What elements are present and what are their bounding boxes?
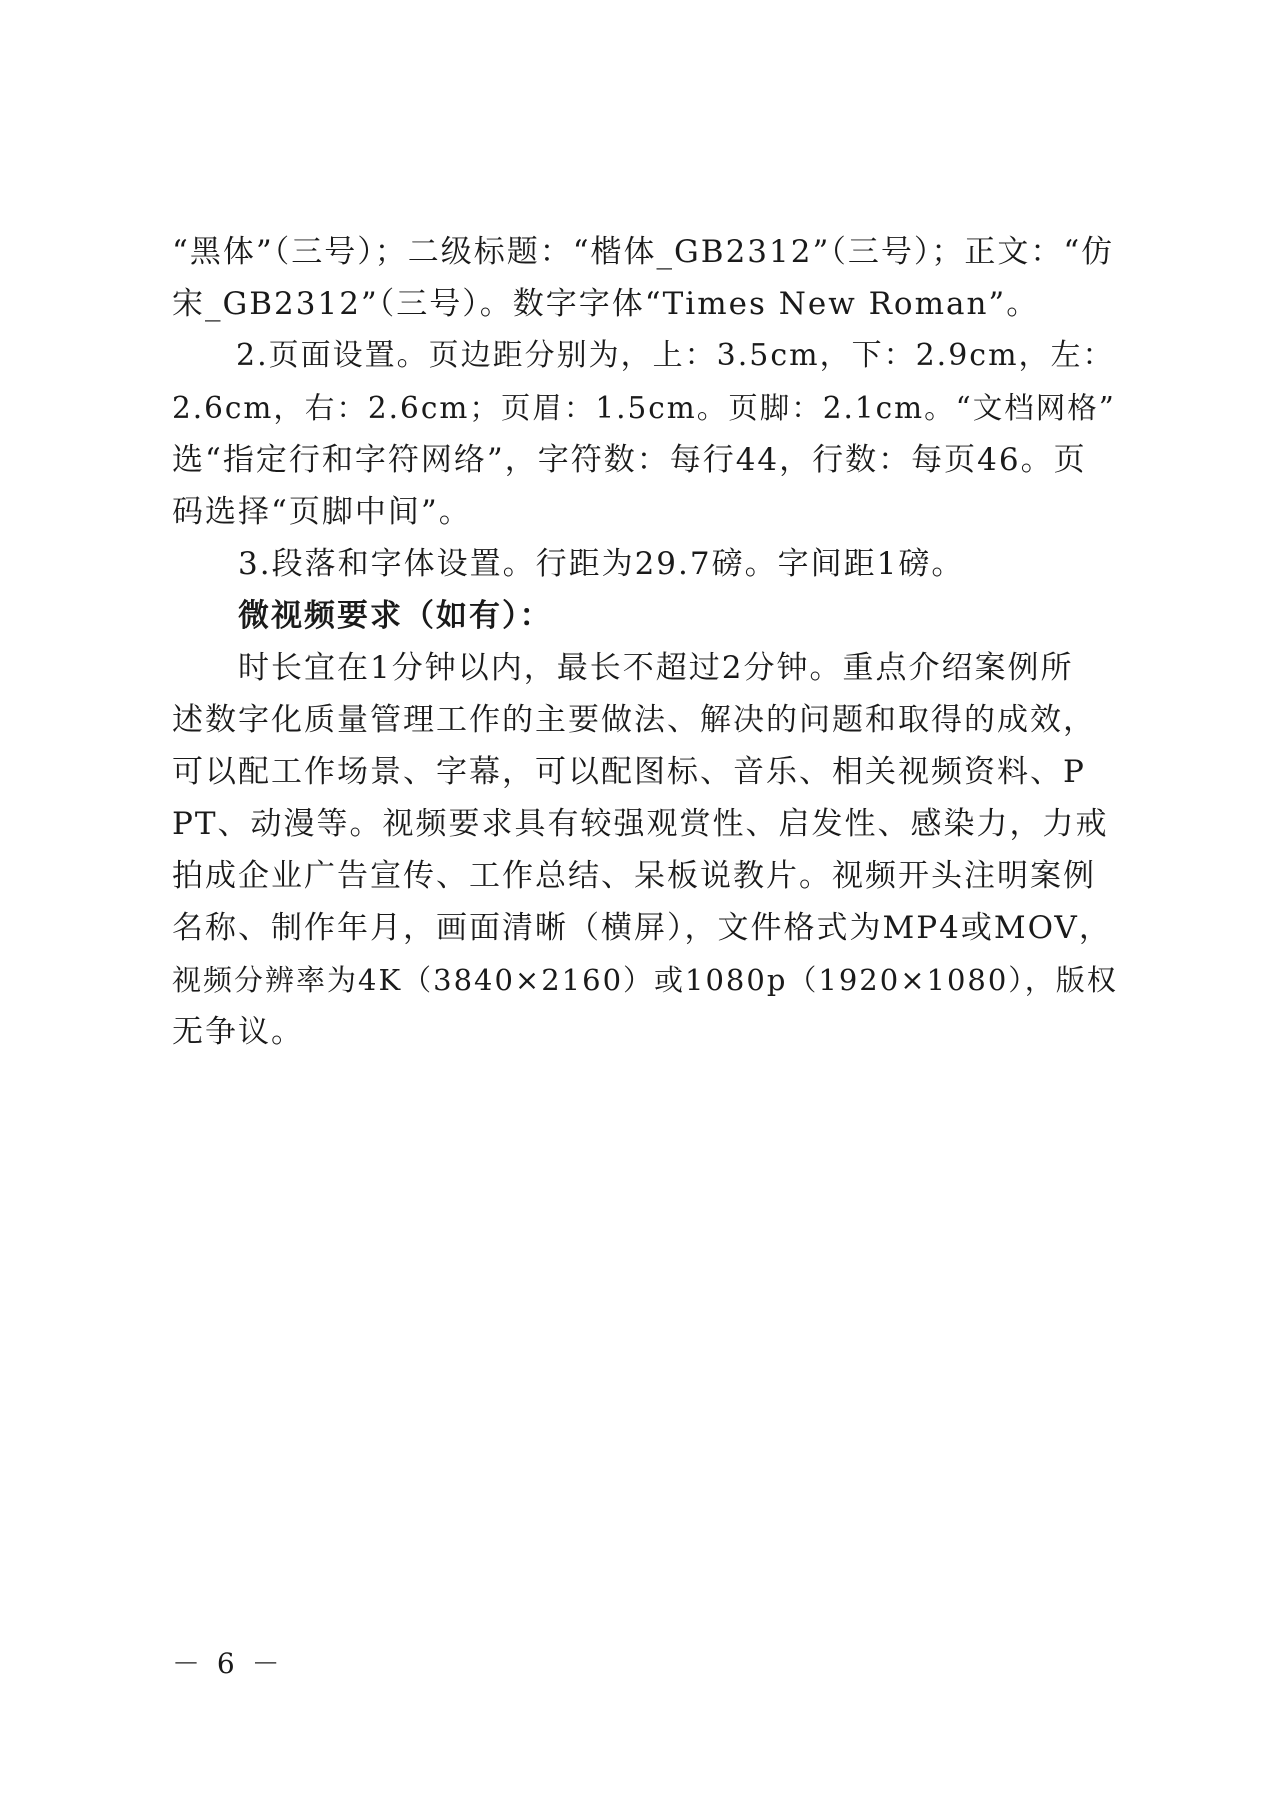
section-heading: 微视频要求（如有）：: [172, 598, 553, 634]
paragraph-5-line-8: 无争议。: [172, 1014, 304, 1050]
paragraph-2-line-4: 码选择“页脚中间”。: [172, 494, 472, 530]
paragraph-1-line-1: “黑体”（三号）；二级标题：“楷体_GB2312”（三号）；正文：“仿: [172, 234, 1115, 270]
paragraph-3-line-1: 3.段落和字体设置。行距为29.7磅。字间距1磅。: [172, 546, 965, 582]
paragraph-5-line-3: 可以配工作场景、字幕，可以配图标、音乐、相关视频资料、P: [172, 754, 1086, 790]
paragraph-2-line-3: 选“指定行和字符网络”，字符数：每行44，行数：每页46。页: [172, 442, 1087, 478]
paragraph-1-line-2: 宋_GB2312”（三号）。数字字体“Times New Roman”。: [172, 286, 1040, 322]
paragraph-5-line-4: PT、动漫等。视频要求具有较强观赏性、启发性、感染力，力戒: [172, 806, 1109, 842]
paragraph-5-line-6: 名称、制作年月，画面清晰（横屏），文件格式为MP4或MOV，: [172, 910, 1112, 946]
paragraph-2-line-1: 2.页面设置。页边距分别为，上：3.5cm，下：2.9cm，左：: [172, 338, 1115, 373]
paragraph-5-line-5: 拍成企业广告宣传、工作总结、呆板说教片。视频开头注明案例: [172, 858, 1096, 894]
paragraph-5-line-1: 时长宜在1分钟以内，最长不超过2分钟。重点介绍案例所: [172, 650, 1074, 686]
page-number: － 6 －: [172, 1647, 284, 1680]
paragraph-2-line-2: 2.6cm，右：2.6cm；页眉：1.5cm。页脚：2.1cm。“文档网格”: [172, 391, 1116, 425]
paragraph-5-line-2: 述数字化质量管理工作的主要做法、解决的问题和取得的成效，: [172, 702, 1096, 738]
paragraph-5-line-7: 视频分辨率为4K（3840×2160）或1080p（1920×1080），版权: [172, 963, 1118, 997]
